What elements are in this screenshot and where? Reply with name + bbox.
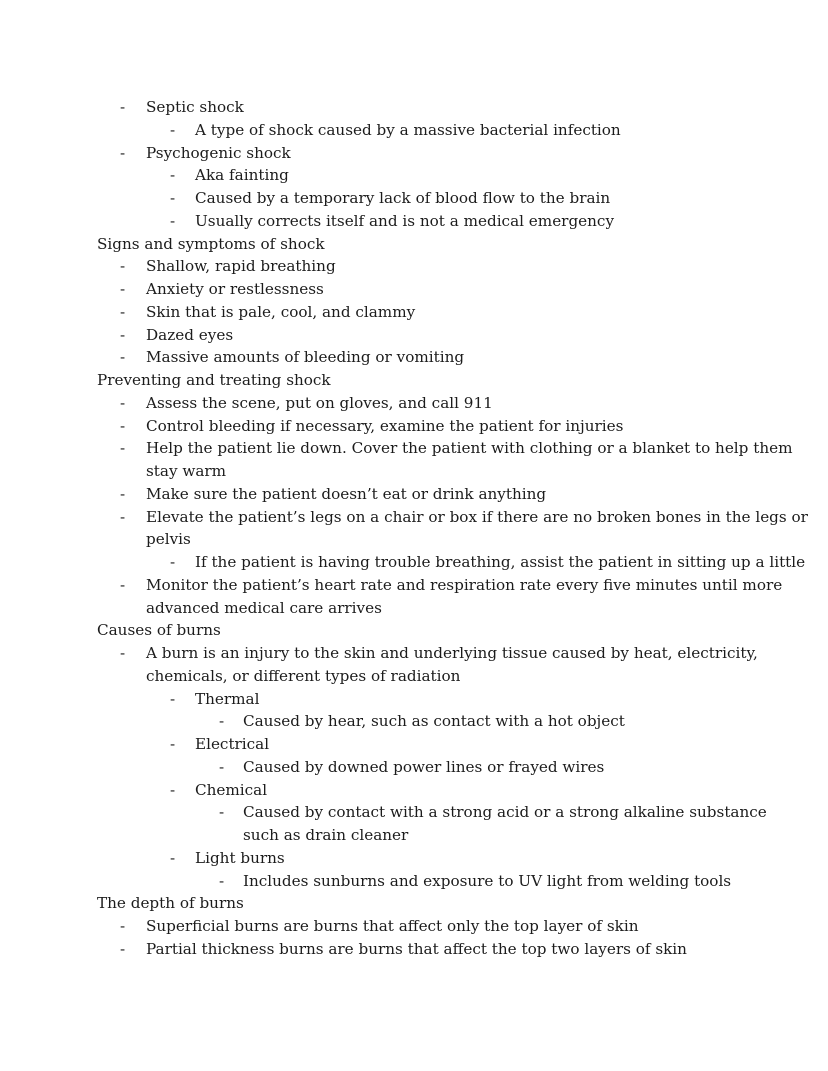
item-text: Skin that is pale, cool, and clammy [146,302,416,321]
bullet-dash: - [170,189,176,207]
item-text: Aka fainting [195,166,289,185]
item-text: Make sure the patient doesn’t eat or drink anything [146,484,547,503]
bullet-dash: - [120,439,126,458]
list-item [0,324,828,347]
item-text: Caused by downed power lines or frayed wires [243,757,605,776]
bullet-dash: - [120,280,126,298]
list-item [0,551,828,574]
bullet-dash: - [120,348,126,367]
section-heading [0,369,828,392]
list-item [0,710,828,733]
bullet-dash: - [120,917,126,935]
heading-text: Causes of burns [97,621,221,640]
list-item [0,847,828,870]
bullet-dash: - [120,644,126,662]
item-text: Massive amounts of bleeding or vomiting [146,348,465,367]
item-text: Caused by hear, such as contact with a hot object [243,712,625,731]
item-text: Assess the scene, put on gloves, and call 911 [146,393,493,412]
item-text: Usually corrects itself and is not a medical emergency [195,211,615,230]
bullet-dash: - [120,302,126,321]
list-item [0,142,828,165]
section-heading [0,619,828,642]
item-text: pelvis [146,530,191,549]
list-item [0,187,828,210]
list-item [0,756,828,779]
bullet-dash: - [120,393,126,412]
bullet-dash: - [170,735,176,753]
list-item [0,779,828,802]
bullet-dash: - [120,507,126,526]
bullet-dash: - [120,257,126,276]
list-item [0,392,828,415]
item-text: If the patient is having trouble breathing, assist the patient in sitting up a little [195,553,806,571]
list-item [0,915,828,938]
list-item [0,164,828,187]
document-page [0,96,828,961]
heading-text: Signs and symptoms of shock [97,234,325,253]
list-item [0,597,828,620]
item-text: such as drain cleaner [243,826,409,844]
list-item [0,483,828,506]
item-text: Electrical [195,735,270,753]
list-item [0,688,828,711]
item-text: chemicals, or different types of radiation [146,666,461,685]
bullet-dash: - [170,211,176,230]
bullet-dash: - [120,325,126,344]
bullet-dash: - [219,757,225,776]
list-item [0,210,828,233]
bullet-dash: - [120,484,126,503]
bullet-dash: - [170,553,176,571]
bullet-dash: - [170,848,176,867]
item-text: Includes sunburns and exposure to UV light from welding tools [243,871,732,890]
item-text: Control bleeding if necessary, examine the patient for injuries [146,416,624,435]
list-item [0,255,828,278]
list-item [0,733,828,756]
bullet-dash: - [120,416,126,435]
list-item [0,870,828,893]
item-text: Elevate the patient’s legs on a chair or box if there are no broken bones in the legs or [146,507,808,526]
item-text: advanced medical care arrives [146,598,382,617]
item-text: Dazed eyes [146,325,234,344]
heading-text: Preventing and treating shock [97,371,331,389]
list-item [0,642,828,665]
list-item [0,415,828,438]
item-text: Septic shock [146,98,244,116]
list-item [0,460,828,483]
bullet-dash: - [219,803,225,822]
item-text: Chemical [195,780,268,799]
section-heading [0,233,828,256]
list-item [0,437,828,460]
item-text: Monitor the patient’s heart rate and respiration rate every five minutes until more [146,575,783,594]
heading-text: The depth of burns [97,894,244,913]
bullet-dash: - [170,120,176,139]
item-text: Superficial burns are burns that affect only the top layer of skin [146,917,639,935]
list-item [0,665,828,688]
item-text: Anxiety or restlessness [146,280,324,298]
list-item [0,506,828,529]
bullet-dash: - [120,143,126,162]
list-item [0,119,828,142]
bullet-dash: - [170,166,176,185]
bullet-dash: - [219,712,225,731]
list-item [0,824,828,847]
bullet-dash: - [170,689,176,708]
list-item [0,938,828,961]
item-text: Shallow, rapid breathing [146,257,336,276]
bullet-dash: - [120,939,126,958]
bullet-dash: - [170,780,176,799]
section-heading [0,892,828,915]
list-item [0,278,828,301]
item-text: Caused by a temporary lack of blood flow to the brain [195,189,611,207]
item-text: Thermal [195,689,260,708]
item-text: stay warm [146,462,227,480]
list-item [0,528,828,551]
list-item [0,96,828,119]
item-text: A burn is an injury to the skin and underlying tissue caused by heat, electricity, [146,644,758,662]
item-text: A type of shock caused by a massive bacterial infection [195,120,621,139]
list-item [0,801,828,824]
item-text: Help the patient lie down. Cover the patient with clothing or a blanket to help them [146,439,793,458]
list-item [0,301,828,324]
list-item [0,574,828,597]
item-text: Psychogenic shock [146,143,291,162]
bullet-dash: - [219,871,225,890]
item-text: Light burns [195,848,285,867]
item-text: Partial thickness burns are burns that affect the top two layers of skin [146,939,687,958]
bullet-dash: - [120,575,126,594]
list-item [0,346,828,369]
item-text: Caused by contact with a strong acid or a strong alkaline substance [243,803,767,822]
bullet-dash: - [120,98,126,116]
